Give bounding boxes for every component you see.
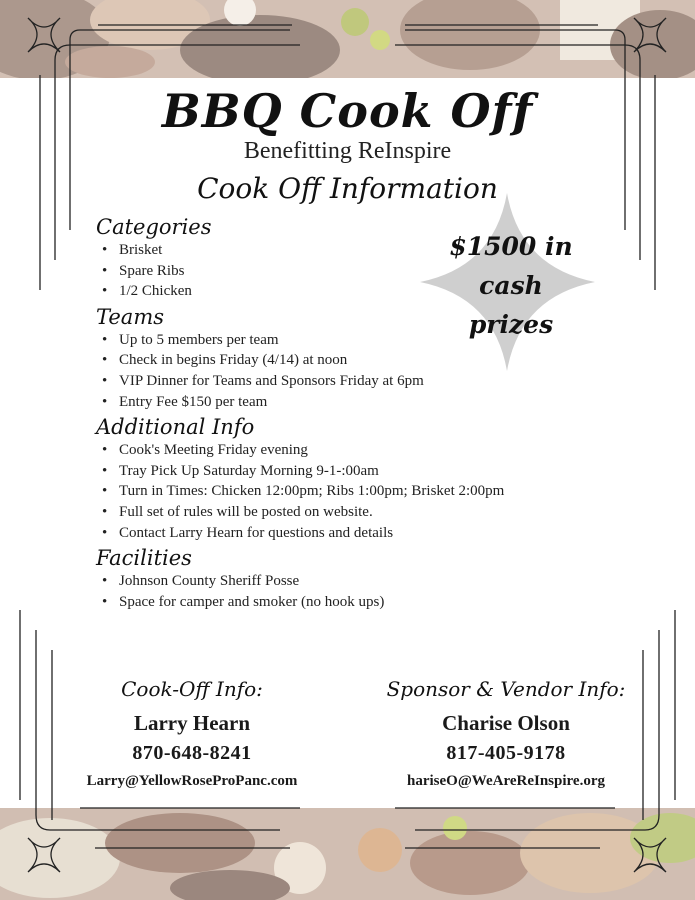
contact-heading: Cook-Off Info: [121, 677, 263, 701]
list-item: • Spare Ribs [102, 261, 556, 282]
section-categories [96, 214, 556, 302]
list-item: • Up to 5 members per team [102, 330, 556, 351]
section-additional-info [96, 414, 556, 543]
list-item: • Brisket [102, 240, 556, 261]
list-item: • Tray Pick Up Saturday Morning 9-1-:00am [102, 461, 556, 482]
list-item: • Johnson County Sheriff Posse [102, 571, 556, 592]
list-item: • VIP Dinner for Teams and Sponsors Friday at 6pm [102, 371, 556, 392]
event-title: BBQ Cook Off [161, 84, 534, 138]
list-item: • 1/2 Chicken [102, 281, 556, 302]
list-item: • Check in begins Friday (4/14) at noon [102, 350, 556, 371]
sponsor-contact [356, 674, 656, 794]
food-photo-top [0, 0, 695, 78]
cookoff-contact [42, 674, 342, 794]
section-title: Categories [96, 215, 212, 239]
event-subtitle: Benefitting ReInspire [243, 138, 452, 164]
section-heading: Cook Off Information [197, 172, 498, 205]
contact-email: hariseO@WeAreReInspire.org [407, 773, 605, 789]
list-item: • Cook's Meeting Friday evening [102, 440, 556, 461]
section-title: Facilities [96, 546, 192, 571]
content-sections [96, 214, 556, 614]
section-title: Additional Info [96, 415, 255, 440]
prize-line-2: cash [479, 271, 543, 300]
contact-phone: 817-405-9178 [446, 742, 566, 764]
contact-phone: 870-648-8241 [132, 742, 252, 764]
prize-line-3: prizes [468, 310, 554, 339]
contact-heading: Sponsor & Vendor Info: [386, 677, 626, 701]
list-item: • Contact Larry Hearn for questions and details [102, 523, 556, 544]
section-title: Teams [96, 304, 165, 329]
prize-line-1: $1500 in [449, 232, 573, 261]
contact-name: Larry Hearn [133, 711, 251, 735]
contact-email: Larry@YellowRoseProPanc.com [86, 773, 298, 789]
food-photo-bottom [0, 808, 695, 900]
list-item: • Space for camper and smoker (no hook ups) [102, 592, 556, 613]
list-item: • Turn in Times: Chicken 12:00pm; Ribs 1:00pm; Brisket 2:00pm [102, 481, 556, 502]
section-teams [96, 304, 556, 412]
list-item: • Full set of rules will be posted on website. [102, 502, 556, 523]
list-item: • Entry Fee $150 per team [102, 392, 556, 413]
contact-name: Charise Olson [442, 711, 570, 735]
section-facilities [96, 545, 556, 612]
